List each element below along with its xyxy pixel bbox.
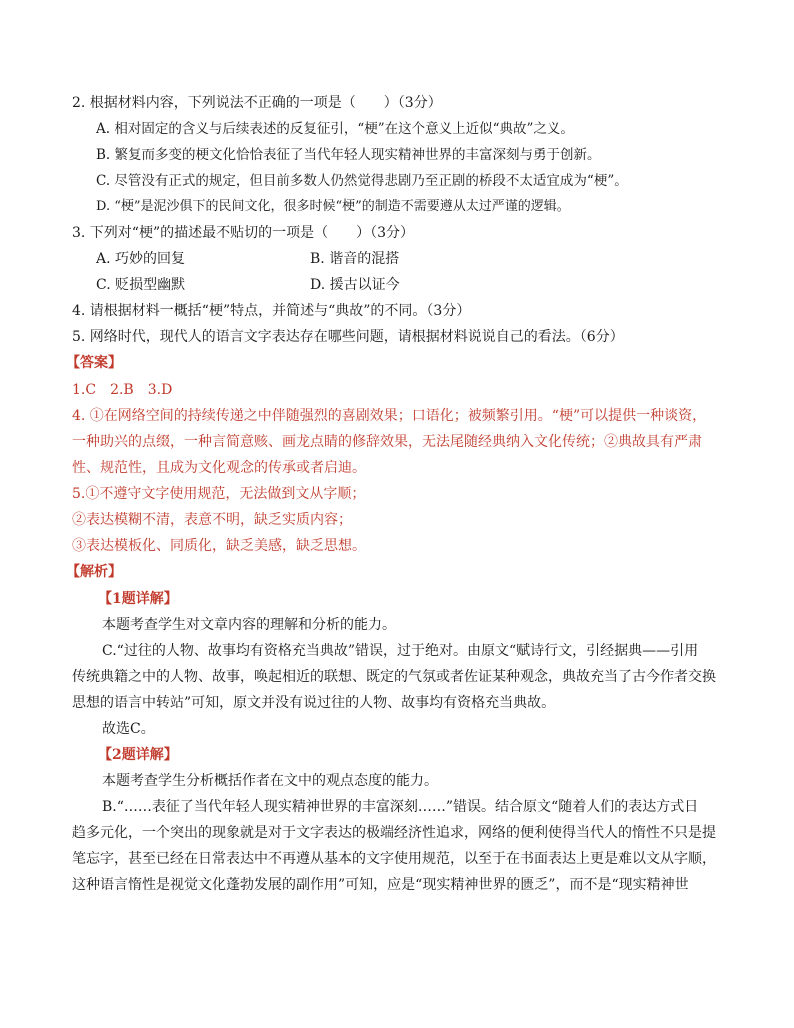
question-3-option-d: D. 援古以证今	[310, 277, 400, 293]
detail-1-text-3: 思想的语言中转站”可知，原文并没有说过往的人物、故事均有资格充当典故。	[72, 695, 556, 711]
question-4-stem: 4. 请根据材料一概括“梗”特点，并简述与“典故”的不同。（3分）	[72, 303, 471, 319]
answer-choices: 1.C 2.B 3.D	[72, 382, 173, 398]
answer-4-line-2: 一种助兴的点缀，一种言简意赅、画龙点睛的修辞效果，无法尾随经典纳入文化传统；②典故具有严肃	[72, 434, 702, 450]
answer-5-line-1: 5.①不遵守文字使用规范，无法做到文从字顺；	[72, 486, 366, 502]
answer-5-line-2: ②表达模糊不清，表意不明，缺乏实质内容；	[72, 512, 352, 528]
answer-5-line-3: ③表达模板化、同质化，缺乏美感，缺乏思想。	[72, 538, 366, 554]
analysis-heading: 【解析】	[66, 564, 122, 580]
question-2-option-b: B. 繁复而多变的梗文化恰恰表征了当代年轻人现实精神世界的丰富深刻与勇于创新。	[96, 147, 601, 163]
question-2-option-a: A. 相对固定的含义与后续表述的反复征引，“梗”在这个意义上近似“典故”之义。	[96, 121, 574, 137]
detail-1-text-2: 传统典籍之中的人物、故事，唤起相近的联想、既定的气氛或者佐证某种观念，典故充当了古今作者交换	[72, 669, 716, 685]
detail-1-choose: 故选C。	[102, 721, 155, 737]
question-3-option-c: C. 贬损型幽默	[96, 277, 186, 293]
answer-4-line-1: 4. ①在网络空间的持续传递之中伴随强烈的喜剧效果；口语化；被频繁引用。“梗”可以提供一种谈资，	[72, 408, 707, 424]
question-2-option-c: C. 尽管没有正式的规定，但目前多数人仍然觉得悲剧乃至正剧的桥段不太适宜成为“梗”。	[96, 173, 628, 189]
detail-2-intro: 本题考查学生分析概括作者在文中的观点态度的能力。	[102, 773, 438, 789]
detail-1-heading: 【1题详解】	[98, 591, 178, 607]
detail-1-intro: 本题考查学生对文章内容的理解和分析的能力。	[102, 617, 396, 633]
detail-1-text-1: C.“过往的人物、故事均有资格充当典故”错误，过于绝对。由原文“赋诗行文，引经据典——引用	[102, 643, 699, 659]
detail-2-text-2: 趋多元化，一个突出的现象就是对于文字表达的极端经济性追求，网络的便利使得当代人的惰性不只是提	[72, 825, 716, 841]
question-5-stem: 5. 网络时代，现代人的语言文字表达存在哪些问题，请根据材料说说自己的看法。（6分）	[72, 329, 624, 345]
question-2-option-d: D. “梗”是泥沙俱下的民间文化，很多时候“梗”的制造不需要遵从太过严谨的逻辑。	[96, 199, 570, 214]
detail-2-text-1: B.“……表征了当代年轻人现实精神世界的丰富深刻……”错误。结合原文“随着人们的表达方式日	[102, 799, 699, 815]
question-3-option-a: A. 巧妙的回复	[96, 251, 186, 267]
question-3-stem: 3. 下列对“梗”的描述最不贴切的一项是（ ）（3分）	[72, 225, 415, 241]
question-3-option-b: B. 谐音的混搭	[310, 251, 400, 267]
detail-2-text-3: 笔忘字，甚至已经在日常表达中不再遵从基本的文字使用规范，以至于在书面表达上更是难以文从字顺，	[72, 851, 716, 867]
detail-2-heading: 【2题详解】	[98, 747, 178, 763]
question-2-stem: 2. 根据材料内容，下列说法不正确的一项是（ ）（3分）	[72, 95, 442, 111]
answer-heading: 【答案】	[66, 355, 122, 371]
detail-2-text-4: 这种语言惰性是视觉文化蓬勃发展的副作用”可知，应是“现实精神世界的匮乏”，而不是“现实精神世	[72, 877, 689, 893]
answer-4-line-3: 性、规范性，且成为文化观念的传承或者启迪。	[72, 460, 366, 476]
